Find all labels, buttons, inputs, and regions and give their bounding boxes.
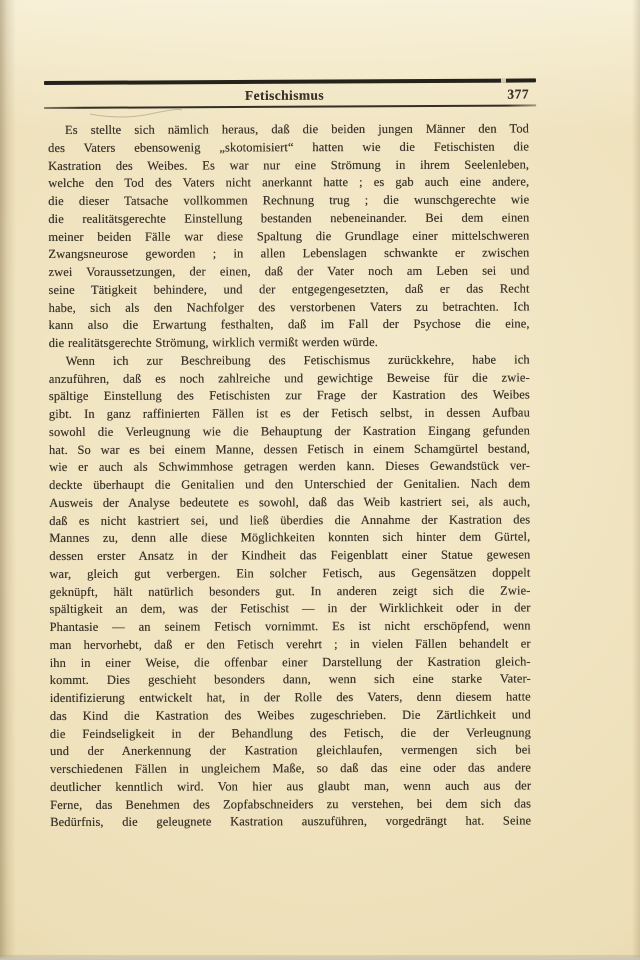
page-header xyxy=(44,0,537,120)
text-line: geknüpft, hält natürlich besonders gut. In anderen zeigt sich die Zwie- xyxy=(49,582,531,599)
text-line: Mannes zu, denn alle diese Möglichkeiten konnten sich hinter dem Gürtel, xyxy=(49,529,531,546)
text-line: die dieser Tatsache vollkommen Rechnung trug ; die wunschgerechte wie xyxy=(48,192,530,208)
text-line: die Feindseligkeit in der Behandlung des Fetisch, die der Verleugnung xyxy=(49,724,531,741)
text-line: deutlicher kenntlich wird. Von hier aus glaubt man, wenn auch aus der xyxy=(50,778,532,794)
text-line: die realitätsgerechte Strömung, wirklich vermißt werden würde. xyxy=(48,334,378,350)
text-line: des Vaters ebensowenig „skotomisiert“ hatten wie die Fetischisten die xyxy=(48,139,530,155)
text-line: das Kind die Kastration des Weibes zugeschrieben. Die Zärtlichkeit und xyxy=(49,707,531,723)
text-line: die realitätsgerechte Einstellung bestanden nebeneinander. Bei dem einen xyxy=(48,210,530,226)
text-line: identifizierung entwickelt hat, in der Rolle des Vaters, denn diesem hatte xyxy=(49,689,531,705)
scan-right-edge xyxy=(632,0,640,960)
text-line: deckte überhaupt die Genitalien und den Unterschied der Genitalien. Nach dem xyxy=(49,476,531,492)
page-body xyxy=(48,120,531,832)
text-line: man hervorhebt, daß er den Fetisch verehrt ; in vielen Fällen behandelt er xyxy=(49,636,531,652)
page-title: Fetischismus xyxy=(244,87,325,103)
header-rule-notch xyxy=(501,79,506,83)
text-line: Ferne, das Benehmen des Zopfabschneiders zu verstehen, bei dem sich das xyxy=(50,795,532,812)
text-line: anzuführen, daß es noch zahlreiche und gewichtige Beweise für die zwie- xyxy=(48,369,530,386)
text-line: verschiedenen Fällen in ungleichem Maße, so daß das eine oder das andere xyxy=(50,760,532,776)
text-line: dessen erster Ansatz in der Kindheit das Feigenblatt einer Statue gewesen xyxy=(49,547,531,563)
scan-bottom-edge xyxy=(0,955,640,960)
text-line: wie er auch als Schwimmhose getragen werden kann. Dieses Gewandstück ver- xyxy=(49,458,531,475)
text-line: kommt. Dies geschieht besonders dann, wenn sich eine starke Vater- xyxy=(49,671,531,688)
text-line: hat. So war es bei einem Manne, dessen Fetisch in einem Schamgürtel bestand, xyxy=(49,440,531,457)
text-line: ihn in einer Weise, die offenbar einer Darstellung der Kastration gleich- xyxy=(49,653,531,670)
text-line: Phantasie — an seinem Fetisch vornimmt. Es ist nicht erschöpfend, wenn xyxy=(49,618,531,634)
text-line: sowohl die Verleugnung wie die Behauptung der Kastration Eingang gefunden xyxy=(48,423,530,439)
text-line: meiner beiden Fälle war diese Spaltung die Grundlage einer mittelschweren xyxy=(48,227,530,244)
text-line: zwei Voraussetzungen, der einen, daß der Vater noch am Leben sei und xyxy=(48,263,530,279)
text-line: daß es nicht kastriert sei, und ließ überdies die Annahme der Kastration des xyxy=(49,511,531,528)
text-line: war, gleich gut verbergen. Ein solcher Fetisch, aus Gegensätzen doppelt xyxy=(49,565,531,581)
text-line: seine Tätigkeit behindere, und der entgegengesetzten, daß er das Recht xyxy=(48,281,530,297)
paragraph xyxy=(48,120,530,352)
text-line: spältigkeit an dem, was der Fetischist — in der Wirklichkeit oder in der xyxy=(49,600,531,617)
text-line: Zwangsneurose geworden ; in allen Lebenslagen schwankte er zwischen xyxy=(48,245,530,262)
text-line: Es stellte sich nämlich heraus, daß die beiden jungen Männer den Tod xyxy=(65,121,530,137)
text-line: gibt. In ganz raffinierten Fällen ist es der Fetisch selbst, in dessen Aufbau xyxy=(48,405,530,421)
paragraph xyxy=(49,351,532,832)
scan-left-edge xyxy=(0,0,16,960)
text-line: welche den Tod des Vaters nicht anerkannt hatte ; es gab auch eine andere, xyxy=(48,174,530,191)
text-line: Bedürfnis, die geleugnete Kastration auszuführen, vorgedrängt hat. Seine xyxy=(50,813,532,830)
header-thick-rule xyxy=(44,78,536,85)
text-line: Ausweis der Analyse bedeutete es sowohl, daß das Weib kastriert sei, als auch, xyxy=(49,494,531,510)
text-line: und der Anerkennung der Kastration gleichlaufen, vermengen sich bei xyxy=(49,742,531,759)
text-line: spältige Einstellung des Fetischisten zur Frage der Kastration des Weibes xyxy=(48,387,530,404)
text-line: Wenn ich zur Beschreibung des Fetischismus zurückkehre, habe ich xyxy=(65,352,530,368)
text-line: Kastration des Weibes. Es war nur eine Strömung in ihrem Seelenleben, xyxy=(48,156,530,173)
text-line: kann also die Erwartung festhalten, daß im Fall der Psychose die eine, xyxy=(48,316,530,333)
running-head xyxy=(44,85,536,106)
text-line: habe, sich als den Nachfolger des verstorbenen Vaters zu betrachten. Ich xyxy=(48,298,530,315)
page-number: 377 xyxy=(507,86,530,102)
